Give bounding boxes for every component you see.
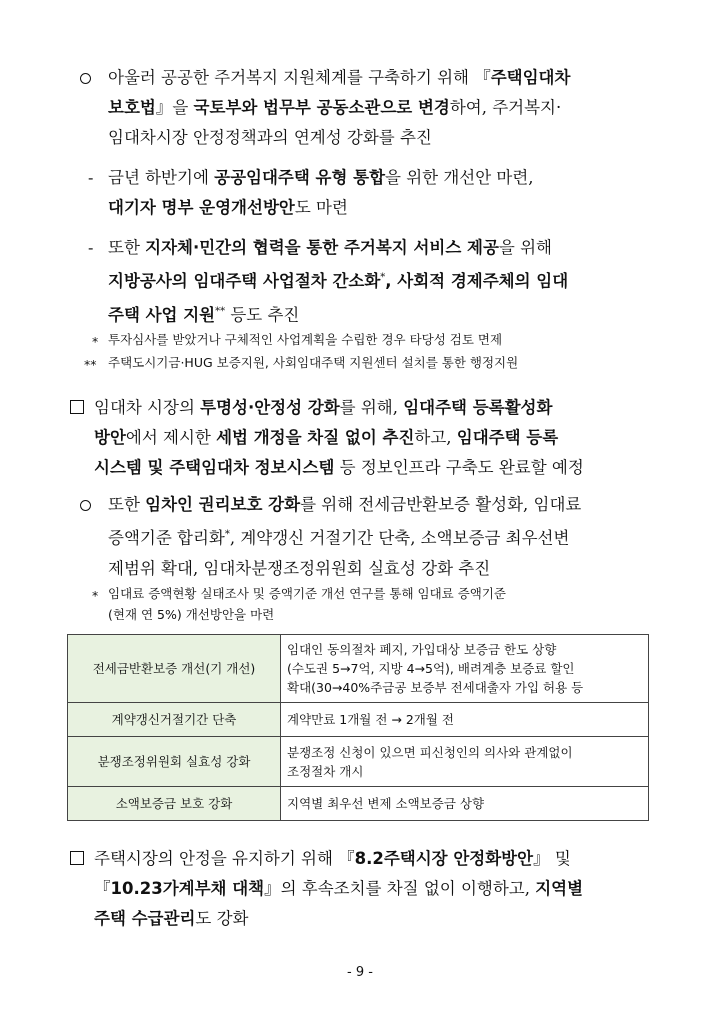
square-bullet-icon — [70, 400, 84, 414]
footnote-mark: * — [92, 334, 99, 349]
table-row — [68, 635, 649, 703]
page-number: - 9 - — [347, 965, 373, 980]
footnote-text: 주택도시기금·HUG 보증지원, 사회임대주택 지원센터 설치를 통한 행정지원 — [108, 355, 519, 370]
line: 증액기준 합리화*, 계약갱신 거절기간 단축, 소액보증금 최우선변 — [108, 528, 570, 548]
table-row — [68, 787, 649, 821]
line: 지방공사의 임대주택 사업절차 간소화*, 사회적 경제주체의 임대 — [108, 271, 569, 291]
line: 대기자 명부 운영개선방안도 마련 — [108, 198, 348, 217]
table-row — [68, 703, 649, 737]
paragraph-3 — [108, 233, 668, 330]
table-row — [68, 737, 649, 787]
line: 또한 임차인 권리보호 강화를 위해 전세금반환보증 활성화, 임대료 — [108, 495, 582, 514]
line: 주택 사업 지원** 등도 추진 — [108, 305, 300, 324]
line: 임대차시장 안정정책과의 연계성 강화를 추진 — [108, 128, 432, 147]
line: 주택시장의 안정을 유지하기 위해 『8.2주택시장 안정화방안』 및 — [94, 849, 571, 868]
line: 또한 지자체·민간의 협력을 통한 주거복지 서비스 제공을 위해 — [108, 238, 552, 257]
line: 『10.23가계부채 대책』의 후속조치를 차질 없이 이행하고, 지역별 — [94, 879, 584, 898]
circle-bullet-icon — [80, 500, 91, 511]
table-label-cell: 전세금반환보증 개선(기 개선) — [68, 635, 281, 703]
line: 금년 하반기에 공공임대주택 유형 통합을 위한 개선안 마련, — [108, 168, 534, 187]
paragraph-5 — [108, 490, 660, 584]
paragraph-6 — [94, 844, 660, 934]
paragraph-2 — [108, 163, 668, 223]
line: 방안에서 제시한 세법 개정을 차질 없이 추진하고, 임대주택 등록 — [94, 428, 559, 447]
dash-bullet: - — [88, 168, 94, 187]
line: 시스템 및 주택임대차 정보시스템 등 정보인프라 구축도 완료할 예정 — [94, 458, 584, 477]
footnote-text: (현재 연 5%) 개선방안을 마련 — [108, 607, 275, 622]
line: 보호법』을 국토부와 법무부 공동소관으로 변경하여, 주거복지· — [108, 98, 562, 117]
line: 제범위 확대, 임대차분쟁조정위원회 실효성 강화 추진 — [108, 558, 491, 578]
circle-bullet-icon — [80, 73, 91, 84]
table-content-cell: 계약만료 1개월 전 → 2개월 전 — [281, 703, 649, 737]
footnote-mark: ** — [84, 357, 97, 372]
line: 아울러 공공한 주거복지 지원체계를 구축하기 위해 『주택임대차 — [108, 68, 571, 87]
measures-table — [67, 634, 649, 821]
table-content-cell: 임대인 동의절차 폐지, 가입대상 보증금 한도 상향 (수도권 5→7억, 지방 4→5억), 배려계층 보증료 할인 확대(30→40%주금공 보증부 전세대출자 가입 허용 등 — [281, 635, 649, 703]
footnote-text: 임대료 증액현황 실태조사 및 증액기준 개선 연구를 통해 임대료 증액기준 — [108, 586, 507, 601]
paragraph-1 — [108, 63, 668, 153]
footnote-text: 투자심사를 받았거나 구체적인 사업계획을 수립한 경우 타당성 검토 면제 — [108, 332, 503, 347]
line: 주택 수급관리도 강화 — [94, 909, 249, 928]
paragraph-4 — [94, 393, 660, 483]
table-label-cell: 소액보증금 보호 강화 — [68, 787, 281, 821]
table-label-cell: 분쟁조정위원회 실효성 강화 — [68, 737, 281, 787]
footnote-mark: * — [92, 588, 99, 603]
square-bullet-icon — [70, 851, 84, 865]
dash-bullet: - — [88, 238, 94, 257]
table-label-cell: 계약갱신거절기간 단축 — [68, 703, 281, 737]
table-content-cell: 분쟁조정 신청이 있으면 피신청인의 의사와 관계없이 조정절차 개시 — [281, 737, 649, 787]
line: 임대차 시장의 투명성·안정성 강화를 위해, 임대주택 등록활성화 — [94, 398, 553, 417]
table-content-cell: 지역별 최우선 변제 소액보증금 상향 — [281, 787, 649, 821]
